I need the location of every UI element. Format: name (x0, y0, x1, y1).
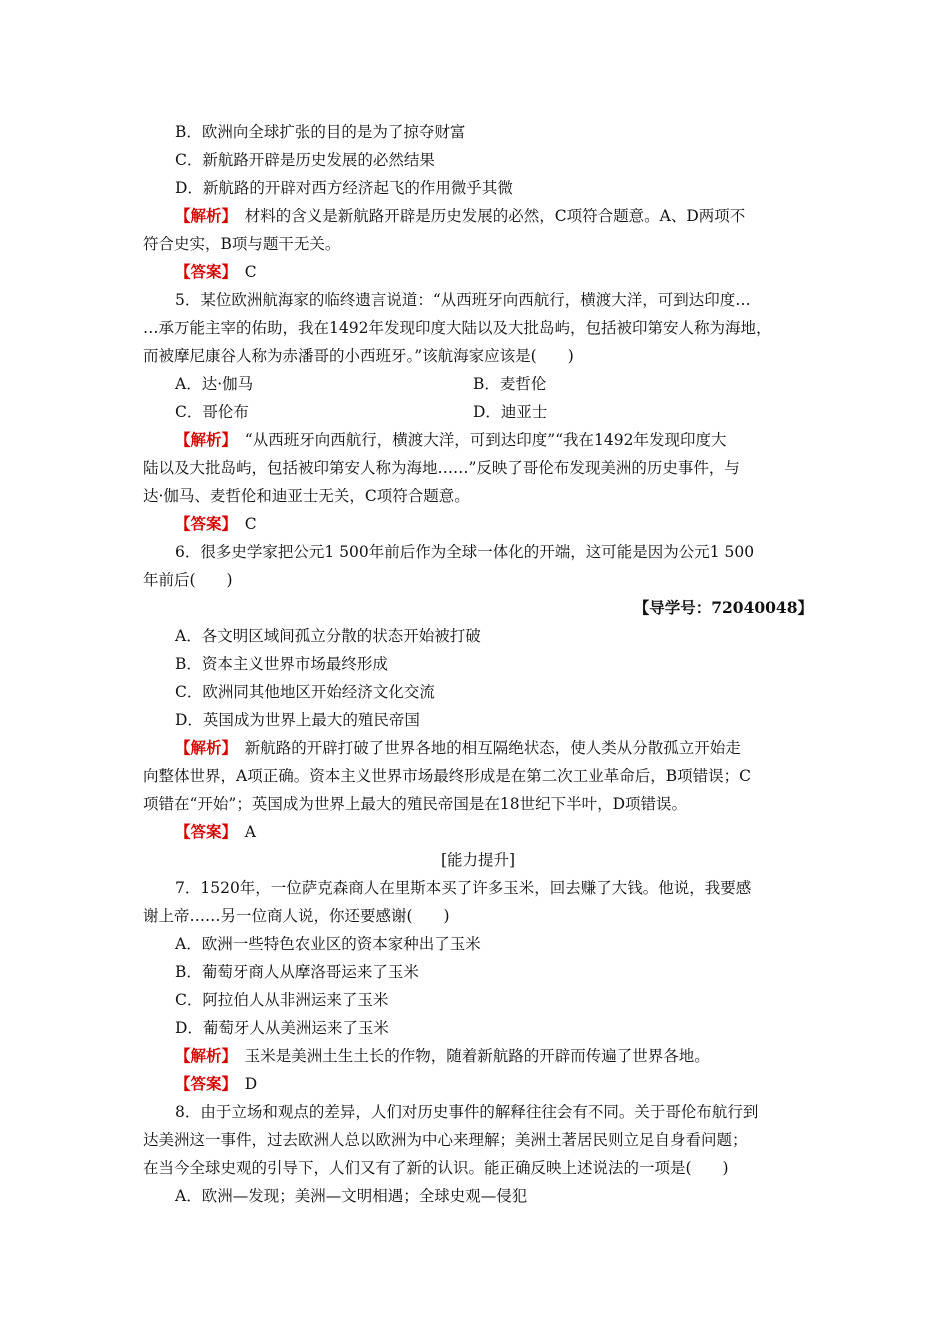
q5-option-b: B．麦哲伦 (473, 375, 547, 393)
q8-stem-1: 8．由于立场和观点的差异，人们对历史事件的解释往往会有不同。关于哥伦布航行到 (175, 1103, 759, 1121)
q5-stem-1: 5．某位欧洲航海家的临终遗言说道：“从西班牙向西航行，横渡大洋，可到达印度… (175, 291, 751, 309)
q5-option-d: D．迪亚士 (473, 403, 548, 421)
q5-option-c: C．哥伦布 (175, 403, 249, 421)
q6-analysis-cont-1: 向整体世界，A项正确。资本主义世界市场最终形成是在第二次工业革命后，B项错误；C (143, 767, 751, 785)
answer-value: C (244, 515, 257, 533)
q4-analysis-line (175, 204, 845, 228)
q8-option-a: A．欧洲—发现；美洲—文明相遇；全球史观—侵犯 (175, 1187, 528, 1205)
analysis-tag: 【解析】 (175, 430, 230, 449)
analysis-text: 材料的含义是新航路开辟是历史发展的必然，C项符合题意。A、D两项不 (244, 207, 746, 225)
q7-option-c: C．阿拉伯人从非洲运来了玉米 (175, 991, 389, 1009)
analysis-tag: 【解析】 (175, 206, 230, 225)
analysis-tag: 【解析】 (175, 738, 230, 757)
answer-value: D (244, 1075, 258, 1093)
q4-option-b: B．欧洲向全球扩张的目的是为了掠夺财富 (175, 123, 466, 141)
q7-answer-line (175, 1072, 845, 1096)
q4-analysis-cont: 符合史实，B项与题干无关。 (143, 235, 341, 253)
q5-options-row-2 (175, 400, 845, 424)
analysis-text: “从西班牙向西航行，横渡大洋，可到达印度”“我在1492年发现印度大 (244, 431, 727, 449)
section-title: [能力提升] (440, 851, 516, 869)
analysis-text: 玉米是美洲土生土长的作物，随着新航路的开辟而传遍了世界各地。 (244, 1047, 710, 1065)
answer-value: C (244, 263, 257, 281)
q5-option-a: A．达·伽马 (175, 375, 254, 393)
q6-stem-2: 年前后( ) (143, 571, 233, 589)
q7-analysis-line (175, 1044, 845, 1068)
q6-option-d: D．英国成为世界上最大的殖民帝国 (175, 711, 420, 729)
q6-reference-number: 【导学号：72040048】 (633, 598, 813, 617)
q6-analysis-line (175, 736, 845, 760)
q7-option-a: A．欧洲一些特色农业区的资本家种出了玉米 (175, 935, 481, 953)
q6-option-a: A．各文明区域间孤立分散的状态开始被打破 (175, 627, 481, 645)
q7-stem-1: 7．1520年，一位萨克森商人在里斯本买了许多玉米，回去赚了大钱。他说，我要感 (175, 879, 752, 897)
answer-tag: 【答案】 (175, 1074, 230, 1093)
q8-stem-3: 在当今全球史观的引导下，人们又有了新的认识。能正确反映上述说法的一项是( ) (143, 1159, 729, 1177)
q7-stem-2: 谢上帝……另一位商人说，你还要感谢( ) (143, 907, 450, 925)
answer-value: A (244, 823, 256, 841)
q5-options-row-1 (175, 372, 845, 396)
q5-stem-2: …承万能主宰的佑助，我在1492年发现印度大陆以及大批岛屿，包括被印第安人称为海地， (143, 319, 772, 337)
q6-stem-1: 6．很多史学家把公元1 500年前后作为全球一体化的开端，这可能是因为公元1 500 (175, 543, 755, 561)
q7-option-b: B．葡萄牙商人从摩洛哥运来了玉米 (175, 963, 419, 981)
q6-answer-line (175, 820, 845, 844)
q5-stem-3: 而被摩尼康谷人称为赤潘哥的小西班牙。”该航海家应该是( ) (143, 347, 574, 365)
q8-stem-2: 达美洲这一事件，过去欧洲人总以欧洲为中心来理解；美洲土著居民则立足自身看问题； (143, 1131, 748, 1149)
answer-tag: 【答案】 (175, 822, 230, 841)
q5-answer-line (175, 512, 845, 536)
q6-option-c: C．欧洲同其他地区开始经济文化交流 (175, 683, 435, 701)
q5-analysis-cont-1: 陆以及大批岛屿，包括被印第安人称为海地……”反映了哥伦布发现美洲的历史事件，与 (143, 459, 740, 477)
q4-answer-line (175, 260, 845, 284)
q4-option-c: C．新航路开辟是历史发展的必然结果 (175, 151, 435, 169)
q4-option-d: D．新航路的开辟对西方经济起飞的作用微乎其微 (175, 179, 513, 197)
q5-analysis-line (175, 428, 845, 452)
q7-option-d: D．葡萄牙人从美洲运来了玉米 (175, 1019, 389, 1037)
q6-option-b: B．资本主义世界市场最终形成 (175, 655, 388, 673)
answer-tag: 【答案】 (175, 514, 230, 533)
analysis-text: 新航路的开辟打破了世界各地的相互隔绝状态，使人类从分散孤立开始走 (244, 739, 741, 757)
q6-analysis-cont-2: 项错在“开始”；英国成为世界上最大的殖民帝国是在18世纪下半叶，D项错误。 (143, 795, 688, 813)
answer-tag: 【答案】 (175, 262, 230, 281)
analysis-tag: 【解析】 (175, 1046, 230, 1065)
q5-analysis-cont-2: 达·伽马、麦哲伦和迪亚士无关，C项符合题意。 (143, 487, 470, 505)
